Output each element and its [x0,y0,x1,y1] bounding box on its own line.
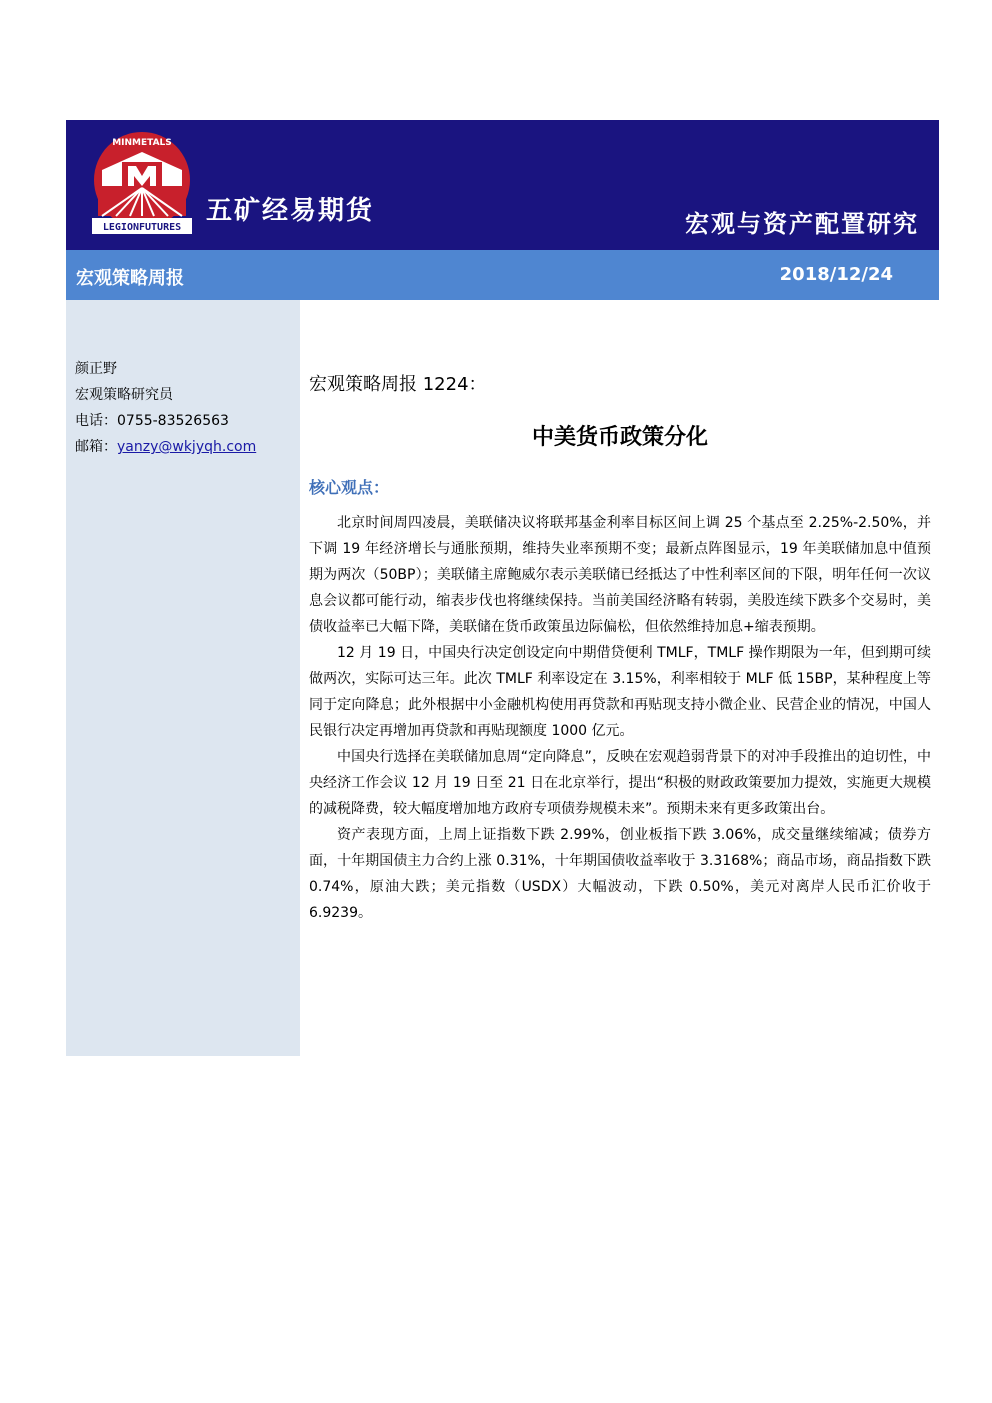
email-label: 邮箱： [75,439,117,455]
author-email-row [75,434,256,460]
department-name: 宏观与资产配置研究 [685,210,919,238]
author-sidebar [66,300,300,1056]
logo-top-text: MINMETALS [112,138,172,148]
paragraph: 资产表现方面，上周上证指数下跌 2.99%，创业板指下跌 3.06%，成交量继续缩减；债券方面，十年期国债主力合约上涨 0.31%，十年期国债收益率收于 3.3168%；商品市场，商品指数下跌 0.74%，原油大跌；美元指数（USDX）大幅波动，下跌 0.50%，美元对离岸人民币汇价收于 6.9239。 [309,827,931,921]
author-name: 颜正野 [75,361,117,377]
report-headline: 中美货币政策分化 [531,425,708,450]
company-name: 五矿经易期货 [206,196,375,226]
author-info [75,356,256,460]
paragraph: 中国央行选择在美联储加息周“定向降息”，反映在宏观趋弱背景下的对冲手段推出的迫切性，中央经济工作会议 12 月 19 日至 21 日在北京举行，提出“积极的财政政策要加力提效，实施更大规模的减税降费，较大幅度增加地方政府专项债券规模未来”。预期未来有更多政策出台。 [309,749,931,817]
author-title: 宏观策略研究员 [75,387,173,403]
paragraph: 北京时间周四凌晨，美联储决议将联邦基金利率目标区间上调 25 个基点至 2.25%-2.50%，并下调 19 年经济增长与通胀预期，维持失业率预期不变；最新点阵图显示，19 年美联储加息中值预期为两次（50BP）；美联储主席鲍威尔表示美联储已经抵达了中性利率区间的下限，明年任何一次议息会议都可能行动，缩表步伐也将继续保持。当前美国经济略有转弱，美股连续下跌多个交易时，美债收益率已大幅下降，美联储在货币政策虽边际偏松，但依然维持加息+缩表预期。 [309,515,931,635]
report-date: 2018/12/24 [779,264,893,285]
header-banner [66,120,939,250]
report-type: 宏观策略周报 [76,268,184,289]
author-phone: 电话：0755-83526563 [75,413,229,429]
email-link[interactable]: yanzy@wkjyqh.com [117,439,257,455]
minmetals-logo-icon [88,130,196,238]
logo-bottom-text: LEGIONFUTURES [102,222,182,233]
core-viewpoint-label: 核心观点： [309,478,390,497]
issue-title: 宏观策略周报 1224： [309,374,487,395]
report-info-bar [66,250,939,300]
report-body [309,510,931,926]
paragraph: 12 月 19 日，中国央行决定创设定向中期借贷便利 TMLF，TMLF 操作期限为一年，但到期可续做两次，实际可达三年。此次 TMLF 利率设定在 3.15%，利率相较于 MLF 低 15BP，某种程度上等同于定向降息；此外根据中小金融机构使用再贷款和再贴现支持小微企业、民营企业的情况，中国人民银行决定再增加再贷款和再贴现额度 1000 亿元。 [309,645,931,739]
